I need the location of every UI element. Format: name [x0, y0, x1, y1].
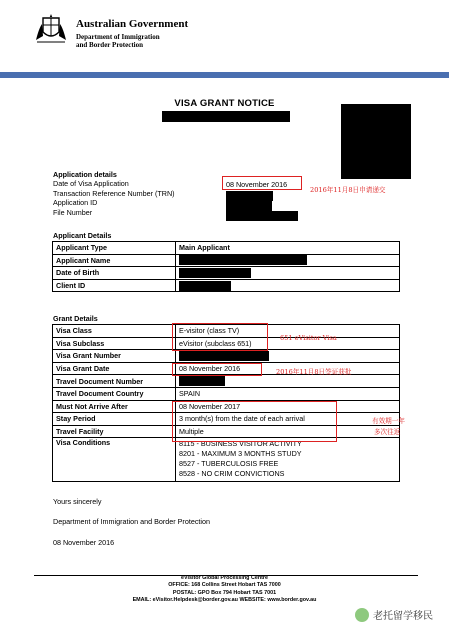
table-label: Travel Document Number [53, 375, 176, 388]
table-label: Date of Birth [53, 267, 176, 280]
table-row [53, 254, 400, 267]
photo-redaction-block [341, 104, 411, 179]
table-row [53, 267, 400, 280]
visa-class-highlight [172, 323, 268, 351]
table-label: Visa Class [53, 325, 176, 338]
table-value: E-visitor (class TV) [176, 325, 400, 338]
table-value: 08 November 2017 [176, 400, 400, 413]
footer-line-2: OFFICE: 168 Collins Street Hobart TAS 7000 [168, 582, 281, 589]
table-label: Applicant Type [53, 242, 176, 255]
table-value [176, 267, 400, 280]
table-label: Must Not Arrive After [53, 400, 176, 413]
visa-class-note: 651 eVisitor Visa [280, 334, 337, 342]
visa-condition-item: 8528 - NO CRIM CONVICTIONS [179, 468, 285, 478]
table-label: Travel Document Country [53, 387, 176, 400]
grant-date-note: 2016年11月8日签证获批 [276, 368, 352, 376]
redaction-block [179, 268, 251, 278]
grant-details-heading: Grant Details [53, 314, 98, 323]
table-value: eVisitor (subclass 651) [176, 337, 400, 350]
footer-address-block [0, 575, 449, 604]
grant-date-highlight [172, 363, 262, 376]
table-label: Visa Grant Number [53, 350, 176, 363]
visa-condition-item: 8527 - TUBERCULOSIS FREE [179, 458, 279, 468]
watermark [355, 607, 433, 622]
table-value [176, 350, 400, 363]
table-value [176, 375, 400, 388]
label-trn: Transaction Reference Number (TRN) [53, 188, 175, 198]
visa-condition-item: 8115 - BUSINESS VISITOR ACTIVITY [179, 439, 302, 449]
validity-note-line-2: 多次往返 [374, 428, 401, 436]
department-line-1: Department of Immigration [76, 33, 160, 41]
table-row [53, 350, 400, 363]
government-name: Australian Government [76, 18, 189, 30]
table-value: Main Applicant [176, 242, 400, 255]
table-value [176, 279, 400, 292]
application-date-value: 08 November 2016 [226, 180, 288, 189]
label-file-number: File Number [53, 207, 93, 217]
table-label: Applicant Name [53, 254, 176, 267]
validity-note-line-1: 有效期一年 [372, 417, 405, 425]
table-label: Travel Facility [53, 425, 176, 438]
table-label: Visa Grant Date [53, 362, 176, 375]
table-value [176, 254, 400, 267]
table-value: Multiple [176, 425, 400, 438]
watermark-text: 老托留学移民 [373, 611, 433, 622]
footer-line-4: EMAIL: eVisitor.Helpdesk@border.gov.au WEBSITE: www.border.gov.au [132, 596, 317, 603]
redaction-block [179, 376, 225, 386]
table-row [53, 375, 400, 388]
department-line-2: and Border Protection [76, 41, 144, 49]
application-details-heading: Application details [53, 170, 117, 179]
redaction-block [162, 111, 290, 122]
header-rule [0, 72, 449, 78]
application-label-list [53, 179, 175, 217]
validity-highlight [172, 401, 337, 442]
table-row [53, 438, 400, 481]
applicant-details-heading: Applicant Details [53, 231, 112, 240]
closing-department: Department of Immigration and Border Protection [53, 517, 211, 526]
table-row [53, 279, 400, 292]
redaction-block [179, 255, 307, 265]
table-value: 3 month(s) from the date of each arrival [176, 413, 400, 426]
footer-line-3: POSTAL: GPO Box 794 Hobart TAS 7001 [172, 589, 277, 596]
redaction-block [179, 351, 269, 361]
wechat-icon [355, 608, 369, 622]
label-application-id: Application ID [53, 198, 98, 208]
visa-conditions-list [176, 438, 400, 481]
redaction-block [179, 281, 231, 291]
table-value: SPAIN [176, 387, 400, 400]
application-date-highlight [222, 176, 302, 190]
applicant-details-table [52, 241, 400, 292]
redaction-block [226, 201, 272, 211]
table-label: Stay Period [53, 413, 176, 426]
footer-line-1: eVisitor Global Processing Centre [180, 575, 269, 581]
visa-condition-item: 8201 - MAXIMUM 3 MONTHS STUDY [179, 449, 302, 459]
redaction-block [226, 191, 273, 201]
table-label: Visa Conditions [53, 438, 176, 481]
table-label: Visa Subclass [53, 337, 176, 350]
department-name [76, 33, 176, 49]
table-value: 08 November 2016 [176, 362, 400, 375]
table-row [53, 242, 400, 255]
redaction-block [226, 211, 298, 221]
application-date-note: 2016年11月8日申请递交 [310, 186, 386, 194]
coat-of-arms-icon [34, 14, 68, 44]
closing-date: 08 November 2016 [53, 538, 115, 547]
label-date-of-application: Date of Visa Application [53, 179, 129, 188]
closing-sincerely: Yours sincerely [53, 497, 102, 506]
notice-title: VISA GRANT NOTICE [174, 98, 275, 109]
table-label: Client ID [53, 279, 176, 292]
table-row [53, 387, 400, 400]
